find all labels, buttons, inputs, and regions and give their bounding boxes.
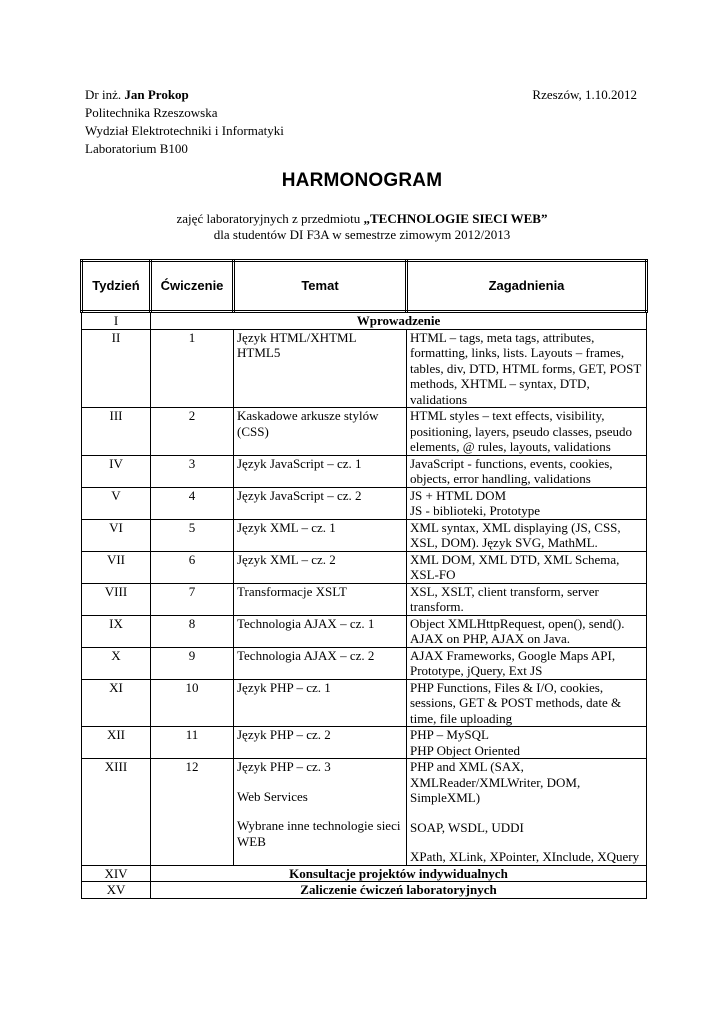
table-row: [82, 679, 647, 727]
week-cell: II: [82, 329, 151, 408]
issues-cell-part: PHP and XML (SAX, XMLReader/XMLWriter, DOM, SimpleXML): [410, 759, 581, 805]
topic-cell: Język XML – cz. 1: [234, 519, 407, 551]
week-cell: VI: [82, 519, 151, 551]
issues-cell-part: XPath, XLink, XPointer, XInclude, XQuery: [410, 849, 640, 864]
author-prefix: Dr inż.: [85, 87, 125, 102]
topic-cell: Język PHP – cz. 2: [234, 727, 407, 759]
subtitle-line-1: [0, 211, 724, 227]
header-exercise: Ćwiczenie: [151, 261, 234, 312]
issues-cell: HTML – tags, meta tags, attributes, formatting, links, lists. Layouts – frames, tables, div, DTD, HTML forms, GET, POST methods, XHTML – syntax, DTD, validations: [407, 329, 647, 408]
faculty: Wydział Elektrotechniki i Informatyki: [85, 123, 284, 138]
issues-cell: PHP – MySQL PHP Object Oriented: [407, 727, 647, 759]
topic-cell: Język HTML/XHTML HTML5: [234, 329, 407, 408]
table-row: [82, 519, 647, 551]
week-cell: X: [82, 647, 151, 679]
week-cell: XI: [82, 679, 151, 727]
university: Politechnika Rzeszowska: [85, 105, 218, 120]
merged-cell: Zaliczenie ćwiczeń laboratoryjnych: [151, 882, 647, 899]
merged-cell: Konsultacje projektów indywidualnych: [151, 865, 647, 882]
subtitle-prefix: zajęć laboratoryjnych z przedmiotu: [176, 211, 364, 226]
topic-cell: Transformacje XSLT: [234, 583, 407, 615]
table-row: [82, 882, 647, 899]
issues-cell: XML syntax, XML displaying (JS, CSS, XSL, DOM). Język SVG, MathML.: [407, 519, 647, 551]
table-body: [82, 312, 647, 899]
schedule-table: [80, 259, 648, 899]
exercise-cell: 6: [151, 551, 234, 583]
table-row: [82, 865, 647, 882]
topic-cell: Technologia AJAX – cz. 1: [234, 615, 407, 647]
table-row: [82, 487, 647, 519]
topic-cell: [234, 759, 407, 866]
table-row: [82, 551, 647, 583]
week-cell: VIII: [82, 583, 151, 615]
author-line: [85, 86, 284, 104]
exercise-cell: 10: [151, 679, 234, 727]
issues-cell: Object XMLHttpRequest, open(), send(). AJAX on PHP, AJAX on Java.: [407, 615, 647, 647]
topic-cell: Język JavaScript – cz. 1: [234, 455, 407, 487]
spacer: [410, 835, 643, 849]
issues-cell: AJAX Frameworks, Google Maps API, Prototype, jQuery, Ext JS: [407, 647, 647, 679]
course-name: „TECHNOLOGIE SIECI WEB”: [363, 211, 548, 226]
issues-cell: [407, 759, 647, 866]
week-cell: XIII: [82, 759, 151, 866]
merged-cell: Wprowadzenie: [151, 312, 647, 330]
issues-cell: PHP Functions, Files & I/O, cookies, sessions, GET & POST methods, date & time, file uploading: [407, 679, 647, 727]
issues-cell-part: SOAP, WSDL, UDDI: [410, 819, 524, 835]
topic-cell-part: Język PHP – cz. 3: [237, 759, 331, 774]
week-cell: IX: [82, 615, 151, 647]
header-topic: Temat: [234, 261, 407, 312]
exercise-cell: 2: [151, 408, 234, 456]
table-row: [82, 615, 647, 647]
topic-cell: Język XML – cz. 2: [234, 551, 407, 583]
table-row: [82, 329, 647, 408]
issues-cell: JavaScript - functions, events, cookies, objects, error handling, validations: [407, 455, 647, 487]
laboratory: Laboratorium B100: [85, 141, 188, 156]
topic-cell: Technologia AJAX – cz. 2: [234, 647, 407, 679]
table-row: [82, 727, 647, 759]
header-week: Tydzień: [82, 261, 151, 312]
topic-cell: Język PHP – cz. 1: [234, 679, 407, 727]
exercise-cell: 11: [151, 727, 234, 759]
subtitle: [0, 211, 724, 243]
table-row: [82, 455, 647, 487]
subtitle-line-2: dla studentów DI F3A w semestrze zimowym 2012/2013: [213, 227, 511, 242]
table-row: [82, 583, 647, 615]
spacer: [410, 806, 643, 820]
exercise-cell: 5: [151, 519, 234, 551]
table-header-row: [82, 261, 647, 312]
exercise-cell: 12: [151, 759, 234, 866]
issues-cell: HTML styles – text effects, visibility, positioning, layers, pseudo classes, pseudo elements, @ rules, layouts, validations: [407, 408, 647, 456]
issues-cell: JS + HTML DOM JS - biblioteki, Prototype: [407, 487, 647, 519]
week-cell: XV: [82, 882, 151, 899]
header-issues: Zagadnienia: [407, 261, 647, 312]
week-cell: III: [82, 408, 151, 456]
topic-cell-part: Web Services: [237, 788, 308, 804]
week-cell: VII: [82, 551, 151, 583]
exercise-cell: 1: [151, 329, 234, 408]
week-cell: XIV: [82, 865, 151, 882]
exercise-cell: 3: [151, 455, 234, 487]
issues-cell: XML DOM, XML DTD, XML Schema, XSL-FO: [407, 551, 647, 583]
exercise-cell: 9: [151, 647, 234, 679]
issues-cell: XSL, XSLT, client transform, server transform.: [407, 583, 647, 615]
topic-cell: Język JavaScript – cz. 2: [234, 487, 407, 519]
place-date: Rzeszów, 1.10.2012: [532, 87, 637, 102]
week-cell: XII: [82, 727, 151, 759]
table-row: [82, 312, 647, 330]
spacer: [237, 804, 403, 818]
exercise-cell: 7: [151, 583, 234, 615]
table-row: [82, 408, 647, 456]
week-cell: I: [82, 312, 151, 330]
exercise-cell: 4: [151, 487, 234, 519]
table-row: [82, 759, 647, 866]
topic-cell-part: Wybrane inne technologie sieci WEB: [237, 818, 401, 849]
page-title: HARMONOGRAM: [281, 170, 443, 191]
author-block: [85, 86, 284, 158]
week-cell: V: [82, 487, 151, 519]
week-cell: IV: [82, 455, 151, 487]
author-name: Jan Prokop: [124, 87, 189, 102]
topic-cell: Kaskadowe arkusze stylów (CSS): [234, 408, 407, 456]
spacer: [237, 775, 403, 789]
exercise-cell: 8: [151, 615, 234, 647]
table-row: [82, 647, 647, 679]
